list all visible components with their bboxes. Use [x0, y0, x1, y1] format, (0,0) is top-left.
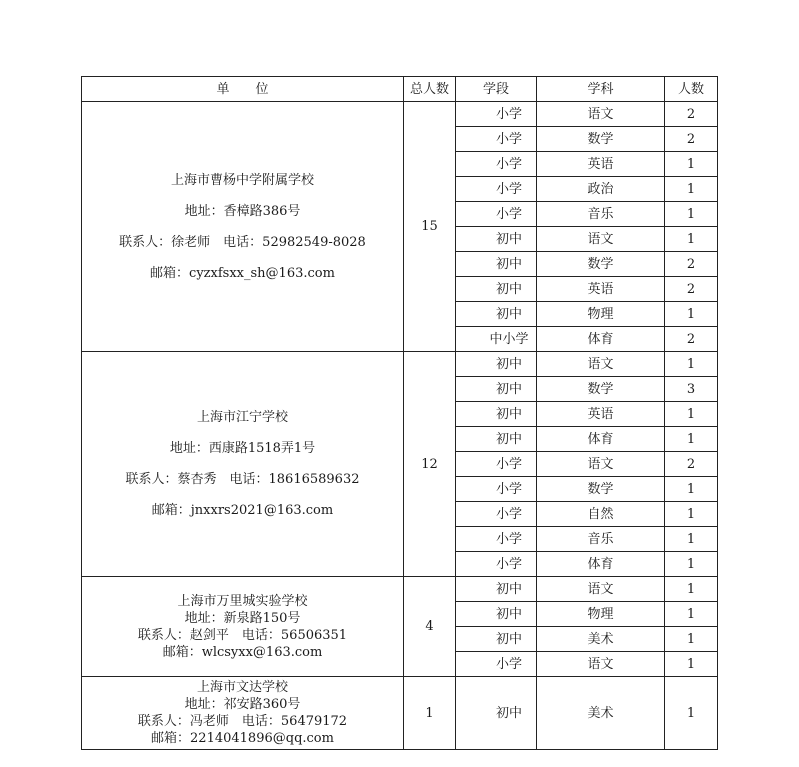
- header-stage: 学段: [456, 77, 537, 102]
- stage-cell: 初中: [456, 377, 537, 402]
- subject-cell: 语文: [537, 352, 665, 377]
- school-info: [82, 679, 403, 747]
- total-count: 15: [404, 102, 456, 352]
- stage-cell: 初中: [456, 602, 537, 627]
- subject-cell: 美术: [537, 627, 665, 652]
- school-name: 上海市江宁学校: [196, 410, 288, 425]
- stage-cell: 小学: [456, 552, 537, 577]
- subject-cell: 语文: [537, 652, 665, 677]
- count-cell: 2: [665, 327, 718, 352]
- school-name: 上海市文达学校: [196, 680, 288, 695]
- school-info: [82, 593, 403, 661]
- stage-cell: 小学: [456, 652, 537, 677]
- stage-cell: 初中: [456, 352, 537, 377]
- stage-cell: 初中: [456, 402, 537, 427]
- stage-cell: 初中: [456, 677, 537, 750]
- stage-cell: 小学: [456, 527, 537, 552]
- header-subject: 学科: [537, 77, 665, 102]
- count-cell: 1: [665, 527, 718, 552]
- stage-cell: 初中: [456, 427, 537, 452]
- table-body: [82, 102, 718, 750]
- stage-cell: 初中: [456, 302, 537, 327]
- subject-cell: 英语: [537, 277, 665, 302]
- header-unit: 单 位: [82, 77, 404, 102]
- count-cell: 2: [665, 102, 718, 127]
- count-cell: 2: [665, 127, 718, 152]
- count-cell: 1: [665, 427, 718, 452]
- stage-cell: 小学: [456, 127, 537, 152]
- count-cell: 1: [665, 352, 718, 377]
- count-cell: 1: [665, 602, 718, 627]
- subject-cell: 自然: [537, 502, 665, 527]
- stage-cell: 中小学: [456, 327, 537, 352]
- subject-cell: 音乐: [537, 527, 665, 552]
- total-count: 12: [404, 352, 456, 577]
- stage-cell: 小学: [456, 102, 537, 127]
- count-cell: 2: [665, 277, 718, 302]
- subject-cell: 美术: [537, 677, 665, 750]
- school-address: 地址：香樟路386号: [184, 203, 301, 219]
- unit-cell: [82, 102, 404, 352]
- subject-cell: 语文: [537, 227, 665, 252]
- subject-cell: 音乐: [537, 202, 665, 227]
- count-cell: 1: [665, 177, 718, 202]
- table-row: [82, 677, 718, 750]
- header-count: 人数: [665, 77, 718, 102]
- stage-cell: 小学: [456, 502, 537, 527]
- stage-cell: 小学: [456, 477, 537, 502]
- subject-cell: 语文: [537, 577, 665, 602]
- count-cell: 1: [665, 502, 718, 527]
- header-row: [82, 77, 718, 102]
- subject-cell: 数学: [537, 377, 665, 402]
- count-cell: 1: [665, 577, 718, 602]
- count-cell: 1: [665, 402, 718, 427]
- school-email: 邮箱：wlcsyxx@163.com: [162, 644, 323, 660]
- subject-cell: 语文: [537, 452, 665, 477]
- count-cell: 1: [665, 152, 718, 177]
- count-cell: 1: [665, 477, 718, 502]
- subject-cell: 英语: [537, 402, 665, 427]
- school-address: 地址：西康路1518弄1号: [169, 441, 316, 456]
- count-cell: 1: [665, 627, 718, 652]
- count-cell: 2: [665, 252, 718, 277]
- subject-cell: 政治: [537, 177, 665, 202]
- stage-cell: 小学: [456, 152, 537, 177]
- school-contact: 联系人：赵剑平 电话：56506351: [137, 627, 348, 643]
- school-email: 邮箱：cyzxfsxx_sh@163.com: [150, 265, 335, 281]
- subject-cell: 数学: [537, 477, 665, 502]
- stage-cell: 初中: [456, 277, 537, 302]
- school-name: 上海市万里城实验学校: [177, 593, 308, 609]
- subject-cell: 物理: [537, 302, 665, 327]
- count-cell: 2: [665, 452, 718, 477]
- school-contact: 联系人：徐老师 电话：52982549-8028: [119, 234, 366, 250]
- total-count: 1: [404, 677, 456, 750]
- subject-cell: 语文: [537, 102, 665, 127]
- subject-cell: 数学: [537, 252, 665, 277]
- stage-cell: 小学: [456, 202, 537, 227]
- count-cell: 3: [665, 377, 718, 402]
- count-cell: 1: [665, 302, 718, 327]
- recruitment-table: [81, 76, 718, 750]
- school-name: 上海市曹杨中学附属学校: [170, 172, 314, 188]
- unit-cell: [82, 677, 404, 750]
- stage-cell: 小学: [456, 452, 537, 477]
- count-cell: 1: [665, 227, 718, 252]
- school-contact: 联系人：蔡杏秀 电话：18616589632: [125, 472, 360, 487]
- subject-cell: 数学: [537, 127, 665, 152]
- subject-cell: 物理: [537, 602, 665, 627]
- school-info: [82, 402, 403, 526]
- stage-cell: 初中: [456, 627, 537, 652]
- unit-cell: [82, 577, 404, 677]
- total-count: 4: [404, 577, 456, 677]
- subject-cell: 英语: [537, 152, 665, 177]
- school-address: 地址：祁安路360号: [184, 697, 301, 712]
- table-row: [82, 577, 718, 602]
- unit-cell: [82, 352, 404, 577]
- subject-cell: 体育: [537, 552, 665, 577]
- school-info: [82, 165, 403, 289]
- school-contact: 联系人：冯老师 电话：56479172: [137, 714, 348, 729]
- header-total: 总人数: [404, 77, 456, 102]
- stage-cell: 初中: [456, 577, 537, 602]
- count-cell: 1: [665, 677, 718, 750]
- table-row: [82, 352, 718, 377]
- count-cell: 1: [665, 652, 718, 677]
- count-cell: 1: [665, 552, 718, 577]
- school-address: 地址：新泉路150号: [184, 610, 301, 626]
- subject-cell: 体育: [537, 427, 665, 452]
- stage-cell: 初中: [456, 252, 537, 277]
- stage-cell: 小学: [456, 177, 537, 202]
- count-cell: 1: [665, 202, 718, 227]
- school-email: 邮箱：2214041896@qq.com: [151, 731, 334, 746]
- subject-cell: 体育: [537, 327, 665, 352]
- school-email: 邮箱：jnxxrs2021@163.com: [151, 503, 334, 518]
- table-row: [82, 102, 718, 127]
- stage-cell: 初中: [456, 227, 537, 252]
